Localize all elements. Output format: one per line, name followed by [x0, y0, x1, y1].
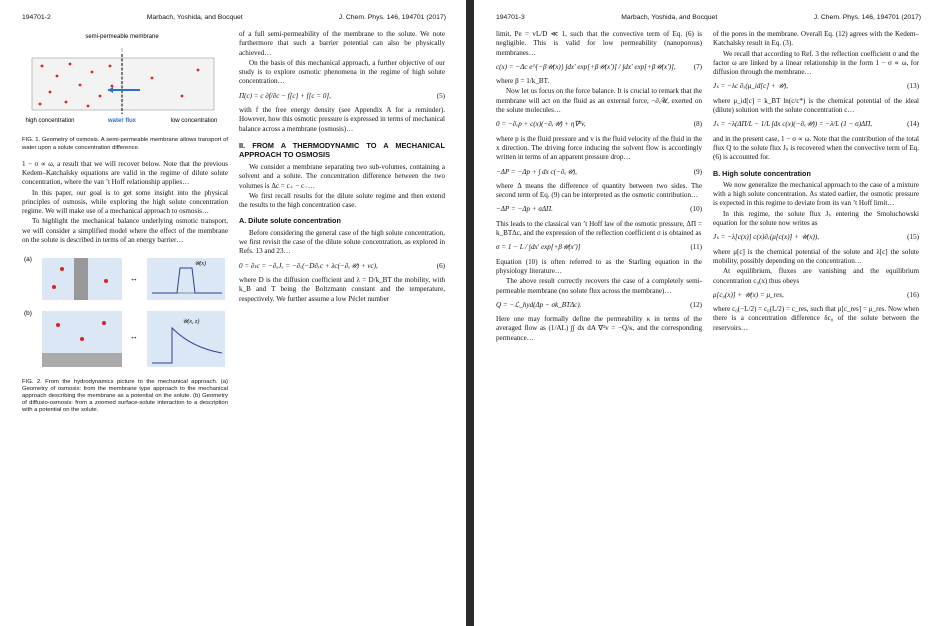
body-paragraph: Before considering the general case of the high solute concentration, we first revisit the case of the dilute solute concentration, as explored in Refs. 13 and 23…: [239, 228, 445, 256]
equation-14: [713, 120, 919, 129]
journal-ref: J. Chem. Phys. 146, 194701 (2017): [338, 14, 446, 21]
body-paragraph: We recall that according to Ref. 3 the reflection coefficient σ and the factor ω are linked by a linear relationship in the form 1 − σ ∝ ω, for diffusion through the membrane…: [713, 49, 919, 77]
equation-number: (14): [907, 120, 919, 129]
body-paragraph: of a full semi-permeability of the membrane to the solute. We note furthermore that such a barrier potential can also be physically achieved…: [239, 30, 445, 57]
body-paragraph: where μ[c] is the chemical potential of the solute and λ[c] the solute mobility, possibly depending on the concentration…: [713, 247, 919, 265]
equation-body: −ΔP = −Δp + σΔΠ.: [496, 205, 553, 214]
equation-12: [496, 301, 702, 310]
mechanical-approach-diagram: [22, 253, 228, 371]
body-paragraph: We first recall results for the dilute solute regime and then extend the results to the high concentration case.: [239, 191, 445, 210]
body-paragraph: and in the present case, 1 − σ ∝ ω. Note that the contribution of the total flux Q to the solute flux Jₛ is recovered when the convective term of Eq. (6) is accounted for.: [713, 134, 919, 162]
right-page: [474, 0, 941, 626]
right-column-2: [713, 30, 919, 344]
equation-body: Q = −ℒ_hyd(Δp − σk_BTΔc).: [496, 300, 582, 309]
body-paragraph: where p is the fluid pressure and v is the fluid velocity of the fluid in the x direction. The driving force inducing the solvent flow is accordingly written in terms of an apparent pressure drop…: [496, 134, 702, 162]
figure-1: [22, 30, 228, 152]
equation-11: [496, 243, 702, 252]
equation-15: [713, 233, 919, 242]
equation-body: Π(c) = c ∂f/∂c − f[c] + f[c = 0],: [239, 91, 331, 100]
left-column-2: [239, 30, 445, 423]
author-line: Marbach, Yoshida, and Bocquet: [621, 14, 718, 21]
equation-6: [239, 262, 445, 271]
body-paragraph: In this paper, our goal is to get some insight into the physical principles of osmosis, while exploring the high solute concentration regime. We will make use of a mechanical approach to osmosis…: [22, 188, 228, 216]
body-paragraph: To highlight the mechanical balance underlying osmotic transport, we will consider a simplified model where the effect of the membrane on the solute is described in terms of an energy barrier…: [22, 217, 228, 245]
equation-9: [496, 168, 702, 177]
svg-text:↔: ↔: [130, 332, 138, 342]
left-page: [0, 0, 466, 626]
body-paragraph: We now generalize the mechanical approach to the case of a mixture with a high solute concentration. As stated earlier, the osmotic pressure is expected in this regime to deviate from its van ’t Hoff limit…: [713, 180, 919, 208]
body-paragraph: where c₀(−L/2) = c₀(L/2) = c_res, such that μ[c_res] = μ_res. Now when there is a concentration difference δc₀ of the solute between the reservoirs…: [713, 305, 919, 332]
body-paragraph: of the pores in the membrane. Overall Eq. (12) agrees with the Kedem–Katchalsky result in Eq. (3).: [713, 30, 919, 48]
body-paragraph: We consider a membrane separating two sub-volumes, containing a solvent and a solute. The concentration difference between the two volumes is Δc = c₊ − c₋…: [239, 162, 445, 190]
equation-7: [496, 63, 702, 72]
equation-body: 0 = ∂ₜc = −∂ₓJₓ = −∂ₓ(−D∂ₓc + λc(−∂ₓ𝒰) + vc),: [239, 261, 378, 270]
equation-body: 0 = −∂ₓp + c(x)(−∂ₓ𝒰) + η∇²v,: [496, 120, 586, 129]
body-paragraph: In this regime, the solute flux Jₛ entering the Smoluchowski equation for the solute now writes as: [713, 209, 919, 228]
high-concentration-label: high concentration: [25, 118, 75, 124]
equation-body: Jₛ = −λc ∂ₓ(μ_id[c] + 𝒰),: [713, 82, 788, 91]
subsection-heading: A. Dilute solute concentration: [239, 216, 341, 226]
body-paragraph: This leads to the classical van ’t Hoff law of the osmotic pressure, ΔΠ = k_BTΔc, and the expression of the reflection coefficient σ is obtained as: [496, 219, 702, 238]
body-paragraph: where Δ means the difference of quantity between two sides. The second term of Eq. (9) can be interpreted as the osmotic contribution…: [496, 181, 702, 200]
osmosis-diagram: [22, 30, 228, 130]
page-divider: [466, 0, 474, 626]
equation-body: μ[c₀(x)] + 𝒰(x) = μ_res,: [713, 290, 784, 299]
journal-ref: J. Chem. Phys. 146, 194701 (2017): [813, 14, 921, 21]
equation-13: [713, 82, 919, 91]
equation-5: [239, 92, 445, 101]
body-paragraph: Equation (10) is often referred to as the Starling equation in the physiology literature…: [496, 257, 702, 275]
water-flux-label: water flux: [107, 118, 137, 124]
author-line: Marbach, Yoshida, and Bocquet: [146, 14, 243, 21]
equation-number: (5): [436, 91, 445, 100]
equation-body: Jₛ = −λ[c(x)] c(x)∂ₓ(μ[c(x)] + 𝒰(x)),: [713, 233, 820, 242]
equation-number: (6): [436, 261, 445, 270]
potential-axis-a: 𝒰(x): [194, 261, 207, 268]
equation-16: [713, 291, 919, 300]
body-paragraph: The above result correctly recovers the case of a completely semi-permeable membrane (no solute flux across the membrane)…: [496, 277, 702, 295]
body-paragraph: On the basis of this mechanical approach, a further objective of our study is to explore osmotic phenomena in the regime of high solute concentration…: [239, 58, 445, 86]
potential-axis-b: 𝒰(x, z): [182, 319, 200, 326]
body-paragraph: where D is the diffusion coefficient and λ = D/k_BT the mobility, with k_B and T being the Boltzmann constant and the temperature, respectively. We further assume a low Péclet number: [239, 275, 445, 303]
equation-number: (15): [907, 233, 919, 242]
page-number: 194701-2: [22, 14, 51, 21]
equation-number: (11): [690, 243, 702, 252]
equation-number: (8): [693, 120, 702, 129]
right-column-1: [496, 30, 702, 344]
equation-number: (9): [693, 167, 702, 176]
equation-body: −ΔP = −Δp + ∫ dx c(−∂ₓ𝒰),: [496, 167, 577, 176]
page-number: 194701-3: [496, 14, 525, 21]
body-paragraph: where μ_id[c] = k_BT ln(c/c*) is the chemical potential of the ideal (dilute) solution with the solute concentration c…: [713, 96, 919, 115]
section-heading: II. FROM A THERMODYNAMIC TO A MECHANICAL APPROACH TO OSMOSIS: [239, 140, 445, 159]
subsection-heading: B. High solute concentration: [713, 168, 811, 178]
left-column-1: [22, 30, 228, 423]
equation-body: c(x) = −Δc e^{−β𝒰(x)} ∫dx′ exp[+β𝒰(x′)] / ∫dx′ exp[+β𝒰(x′)],: [496, 62, 676, 71]
panel-a-label: (a): [24, 256, 32, 264]
equation-number: (16): [907, 290, 919, 299]
equation-body: Jₛ = −λ(ΔΠ/L − 1/L ∫dx c(x)(−∂ₓ𝒰)) = −λ/L (1 − σ)ΔΠ,: [713, 120, 872, 129]
equation-number: (7): [693, 62, 702, 71]
figure-2: [22, 253, 228, 414]
figure-2-caption: FIG. 2. From the hydrodynamics picture to the mechanical approach. (a) Geometry of osmosis: from the membrane type approach to the mechanical approach describing the membrane as a potential on the solute. (b) Geometry of diffusio-osmosis: from a zoomed surface-solute interaction to a description with a potential on the solute.: [22, 378, 228, 414]
body-paragraph: limit, Pe = vL/D ≪ 1, such that the convective term of Eq. (6) is negligible. This is valid for low permeability (nanoporous) membranes…: [496, 30, 702, 57]
equation-10: [496, 205, 702, 214]
body-paragraph: 1 − σ ∝ ω, a result that we will recover below. Note that the previous Kedem–Katchalsky equations are valid in the regime of dilute solute concentration, where the van ’t Hoff relationship applies…: [22, 159, 228, 187]
equation-number: (13): [907, 82, 919, 91]
membrane-label: semi-permeable membrane: [85, 34, 159, 40]
equation-number: (12): [690, 300, 702, 309]
figure-1-caption: FIG. 1. Geometry of osmosis. A semi-permeable membrane allows transport of water upon a solute concentration difference.: [22, 137, 228, 151]
svg-text:↔: ↔: [130, 274, 138, 284]
page-header: [22, 14, 446, 21]
body-paragraph: Here one may formally define the permeability κ in terms of the averaged flow as (1/AL) ∫∫ dx dA ∇²v = −Q/κ, and the corresponding permeance…: [496, 315, 702, 342]
low-concentration-label: low concentration: [170, 118, 218, 124]
page-header: [496, 14, 921, 21]
equation-body: σ = 1 − L / ∫dx′ exp[+β𝒰(x′)]: [496, 243, 581, 252]
body-paragraph: Now let us focus on the force balance. It is crucial to remark that the membrane will act on the fluid as an external force, −∂ₓ𝒰, exerted on the solute molecules…: [496, 87, 702, 115]
body-paragraph: At equilibrium, fluxes are vanishing and the equilibrium concentration c₀(x) thus obeys: [713, 267, 919, 285]
equation-number: (10): [690, 205, 702, 214]
body-paragraph: with f the free energy density (see Appendix A for a reminder). However, how this osmotic pressure is expressed in terms of mechanical balance across a membrane (osmosis)…: [239, 106, 445, 133]
panel-b-label: (b): [24, 310, 32, 318]
equation-8: [496, 120, 702, 129]
body-paragraph: where β = 1/k_BT.: [496, 77, 550, 86]
